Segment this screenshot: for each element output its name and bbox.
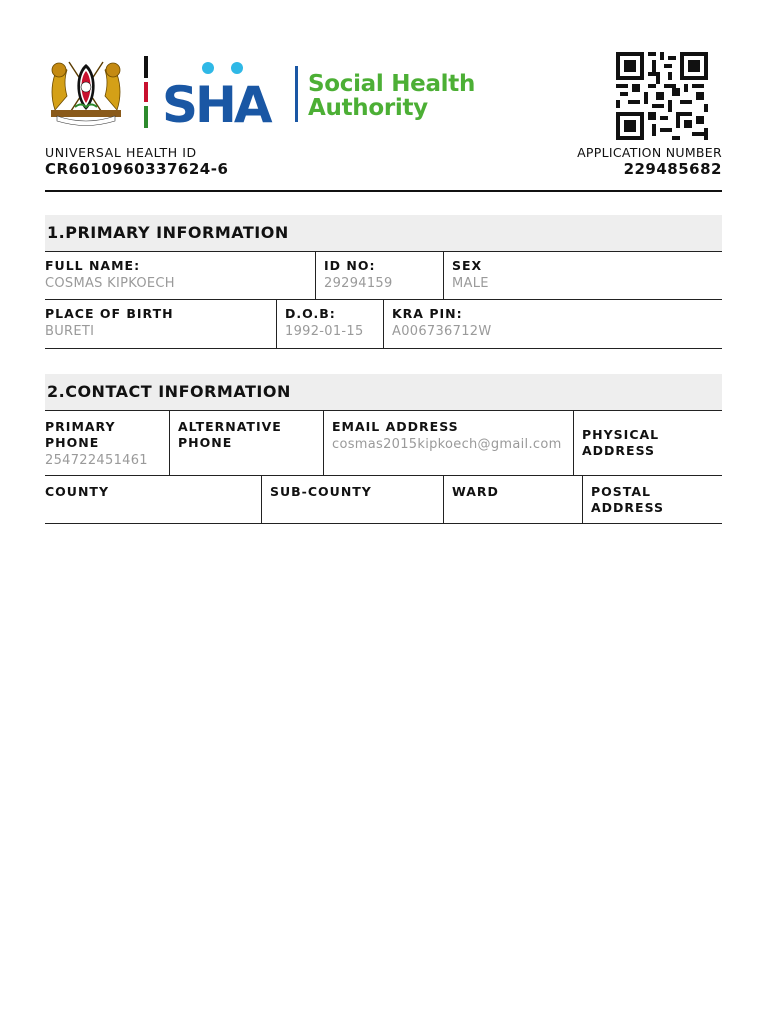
- place-of-birth-value: BURETI: [45, 324, 95, 339]
- dob-label: D.O.B:: [285, 306, 336, 321]
- county-cell: [45, 476, 261, 523]
- primary-phone-label-line-2: PHONE: [45, 435, 100, 450]
- sha-logo-icon: [162, 58, 302, 126]
- primary-phone-label-line-1: PRIMARY: [45, 419, 116, 434]
- primary-info-row-2: [45, 300, 722, 349]
- application-number-value: 229485682: [623, 160, 722, 178]
- place-of-birth-label: PLACE OF BIRTH: [45, 306, 174, 321]
- application-number-label: APPLICATION NUMBER: [577, 145, 722, 160]
- uhid-value: CR6010960337624-6: [45, 160, 229, 178]
- dob-cell: [276, 300, 383, 348]
- contact-info-row-2: [45, 476, 722, 524]
- alternative-phone-cell: [169, 411, 323, 475]
- contact-information-heading: 2.CONTACT INFORMATION: [45, 374, 722, 410]
- kenya-flag-bar-icon: [144, 56, 148, 128]
- postal-address-cell: [582, 476, 722, 523]
- full-name-label: FULL NAME:: [45, 258, 141, 273]
- org-name-line-1: Social Health: [308, 71, 476, 97]
- sub-county-label: SUB-COUNTY: [270, 484, 372, 499]
- svg-text:SHA: SHA: [162, 76, 270, 126]
- place-of-birth-cell: [45, 300, 276, 348]
- qr-code-icon: [616, 52, 708, 140]
- full-name-cell: [45, 252, 315, 299]
- kra-pin-cell: [383, 300, 722, 348]
- alternative-phone-label-line-1: ALTERNATIVE: [178, 419, 282, 434]
- document-header: [45, 52, 722, 147]
- kra-pin-label: KRA PIN:: [392, 306, 463, 321]
- sex-value: MALE: [452, 276, 489, 291]
- dob-value: 1992-01-15: [285, 324, 364, 339]
- county-label: COUNTY: [45, 484, 109, 499]
- physical-address-label-line-2: ADDRESS: [582, 443, 656, 458]
- full-name-value: COSMAS KIPKOECH: [45, 276, 175, 291]
- primary-phone-value: 254722451461: [45, 453, 148, 468]
- postal-address-label-line-2: ADDRESS: [591, 500, 665, 515]
- id-no-label: ID NO:: [324, 258, 376, 273]
- primary-info-row-1: [45, 251, 722, 300]
- ward-cell: [443, 476, 582, 523]
- logo-divider: [295, 66, 298, 122]
- sex-cell: [443, 252, 722, 299]
- org-name-line-2: Authority: [308, 95, 428, 121]
- postal-address-label-line-1: POSTAL: [591, 484, 651, 499]
- physical-address-cell: [573, 411, 722, 475]
- contact-info-row-1: [45, 410, 722, 476]
- sub-county-cell: [261, 476, 443, 523]
- primary-phone-cell: [45, 411, 169, 475]
- sex-label: SEX: [452, 258, 483, 273]
- id-no-value: 29294159: [324, 276, 393, 291]
- primary-information-heading: 1.PRIMARY INFORMATION: [45, 215, 722, 251]
- physical-address-label-line-1: PHYSICAL: [582, 427, 660, 442]
- ward-label: WARD: [452, 484, 499, 499]
- kra-pin-value: A006736712W: [392, 324, 492, 339]
- email-address-value: cosmas2015kipkoech@gmail.com: [332, 437, 562, 452]
- kenya-coat-of-arms-icon: [45, 52, 127, 128]
- email-address-label: EMAIL ADDRESS: [332, 419, 459, 434]
- organization-name: [308, 72, 475, 120]
- header-divider: [45, 190, 722, 192]
- alternative-phone-label-line-2: PHONE: [178, 435, 233, 450]
- id-no-cell: [315, 252, 443, 299]
- email-address-cell: [323, 411, 573, 475]
- uhid-label: UNIVERSAL HEALTH ID: [45, 145, 197, 160]
